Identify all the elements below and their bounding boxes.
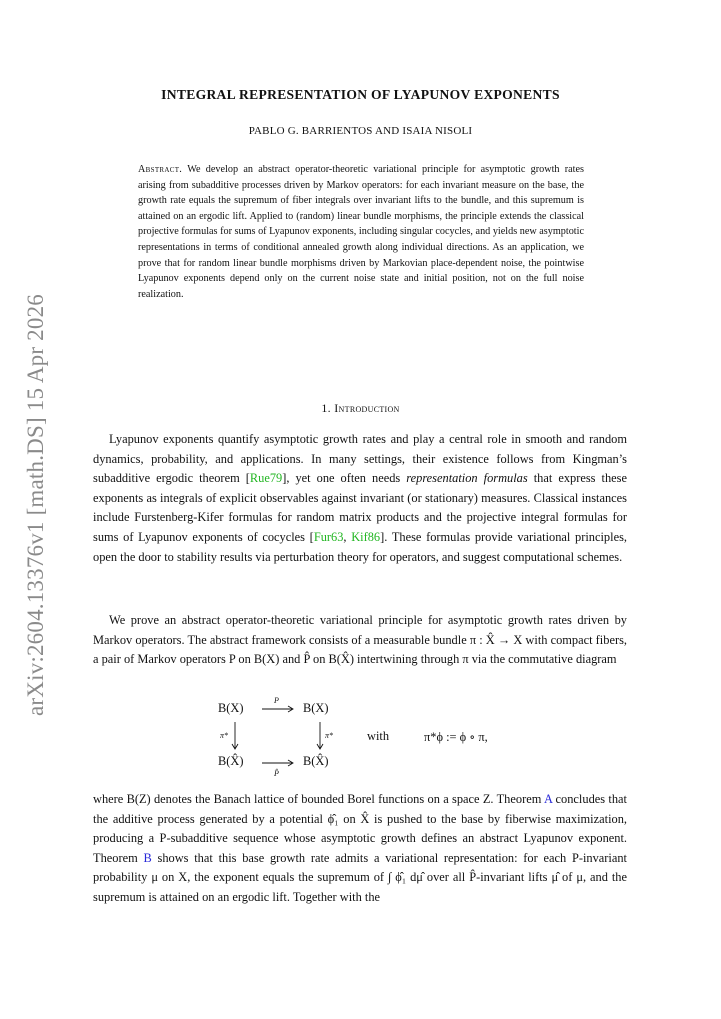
p2-text: We prove an abstract operator-theoretic variational principle for asymptotic growth rates driven by Markov operators. The abstract framework consists of a measurable bundle π : X̂ → X with compact fibers, a pair of Markov operators P on B(X) and P̂ on B(X̂) intertwining through π via the commutative diagram [93, 613, 627, 667]
abstract-label: Abstract. [138, 164, 183, 175]
p1-text-d: ]. These formulas provide variational principles, open the door to stability results via perturbation theory for operators, and suggest computational schemes. [93, 529, 627, 564]
citation-link[interactable]: Rue79 [249, 471, 283, 486]
paper-title: INTEGRAL REPRESENTATION OF LYAPUNOV EXPONENTS [161, 87, 560, 102]
section-number: 1. [321, 401, 331, 415]
diagram-with: with [367, 729, 390, 743]
intro-paragraph-3 [93, 790, 627, 908]
diagram-definition: π*ϕ := ϕ ∘ π, [424, 730, 488, 744]
p1-emphasis: representation formulas [406, 471, 528, 486]
diagram-label-bottom: P̂ [274, 769, 279, 778]
p1-separator: , [343, 529, 352, 544]
p1-text-c: that express these exponents as integrals of explicit observables against invariant (or stationary) measures. Classical instances include Furstenberg-Kifer formulas for random matrix products and the projective integral formulas for sums of Lyapunov exponents of cocycles [ [93, 471, 627, 544]
p1-text-b: ], yet one often needs [282, 471, 407, 486]
intro-paragraph-2 [93, 611, 627, 670]
citation-link[interactable]: Fur63 [313, 529, 344, 544]
diagram-label-top: P [274, 696, 279, 705]
section-title: Introduction [334, 401, 400, 415]
abstract [138, 162, 584, 302]
p3-text-c: shows that this base growth rate admits a variational representation: for each P-invariant probability μ on X, the exponent equals the supremum of ∫ ϕ̂₁ dμ̂ over all P̂-invariant lifts μ̂ of μ, and the supremum is attained on an ergodic lift. Together with the [93, 850, 628, 904]
arxiv-identifier: arXiv:2604.13376v1 [math.DS] 15 Apr 2026 [23, 294, 48, 716]
commutative-diagram [0, 695, 721, 785]
diagram-node-bottom-right: B(X̂) [303, 754, 329, 768]
intro-paragraph-1 [93, 430, 627, 567]
p1-text-a: Lyapunov exponents quantify asymptotic growth rates and play a central role in smooth and random dynamics, probability, and applications. In many settings, their existence follows from Kingman’s subadditive ergodic theorem [ [93, 432, 627, 486]
theorem-link[interactable]: A [543, 792, 553, 806]
diagram-node-top-right: B(X) [303, 701, 329, 715]
citation-link[interactable]: Kif86 [351, 529, 381, 544]
p3-text-b: concludes that the additive process generated by a potential ϕ̂₁ on X̂ is pushed to the base by fiberwise maximization, producing a P-subadditive sequence whose asymptotic growth defines an abstract Lyapunov exponent. Theorem [93, 792, 627, 865]
theorem-link[interactable]: B [143, 850, 152, 865]
diagram-node-bottom-left: B(X̂) [218, 754, 244, 768]
diagram-label-right: π* [325, 731, 334, 740]
diagram-label-left: π* [220, 731, 229, 740]
section-heading [0, 401, 721, 416]
abstract-text: We develop an abstract operator-theoretic variational principle for asymptotic growth rates arising from subadditive processes driven by Markov operators: for each invariant measure on the base, the growth rate equals the supremum of fiber integrals over invariant lifts to the bundle, and this supremum is attained on an ergodic lift. Applied to (random) linear bundle morphisms, the principle extends the classical projective formulas for sums of Lyapunov exponents, including singular cocycles, and yields new asymptotic representations in terms of conditional annealed growth along individual directions. As an application, we prove that for random linear bundle morphisms driven by Markovian place-dependent noise, the pointwise Lyapunov exponents depend only on the current noise state and initial position, not on the full noise realization. [138, 164, 584, 300]
paper-authors: PABLO G. BARRIENTOS AND ISAIA NISOLI [248, 125, 473, 137]
p3-text-a: where B(Z) denotes the Banach lattice of bounded Borel functions on a space Z. Theorem [93, 792, 544, 806]
diagram-arrows [0, 695, 721, 785]
diagram-node-top-left: B(X) [218, 701, 244, 715]
